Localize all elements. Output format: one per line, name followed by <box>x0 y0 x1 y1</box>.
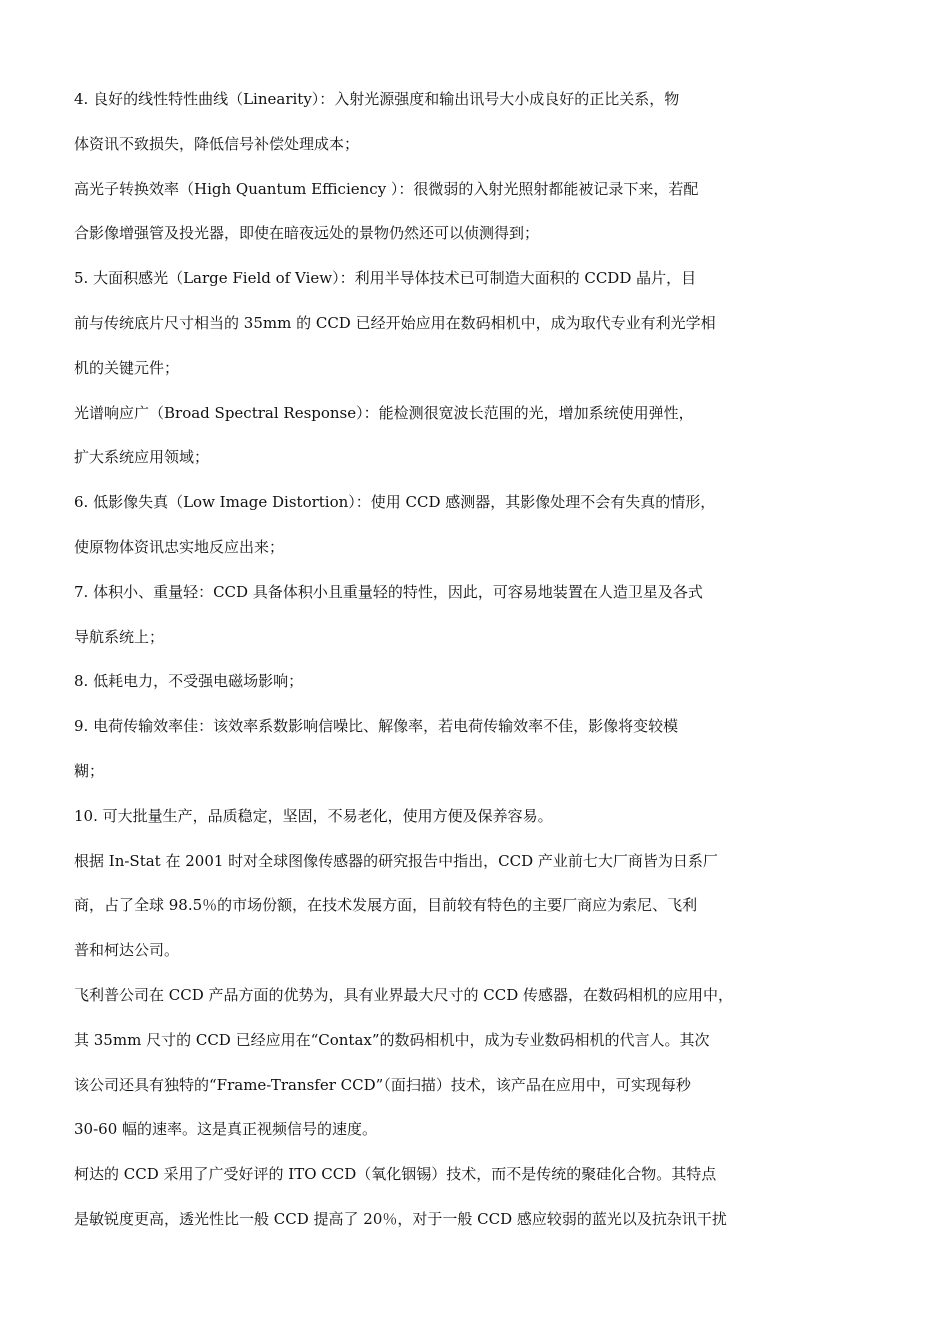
paragraph-linearity <box>74 77 794 167</box>
text-line: 导航系统上； <box>74 627 165 646</box>
text-line: 糊； <box>74 761 105 780</box>
text-line: 合影像增强管及投光器，即使在暗夜远处的景物仍然还可以侦测得到； <box>74 224 540 243</box>
text-line: 是敏锐度更高，透光性比一般 CCD 提高了 20％，对于一般 CCD 感应较弱的蓝光以及抗杂讯干扰 <box>74 1209 727 1228</box>
text-line: 使原物体资讯忠实地反应出来； <box>74 537 285 556</box>
paragraph-low-distortion <box>74 480 794 570</box>
text-line: 柯达的 CCD 采用了广受好评的 ITO CCD（氧化铟锡）技术，而不是传统的聚硅化合物。其特点 <box>74 1165 717 1184</box>
paragraph-instat-report <box>74 839 794 973</box>
text-line: 8. 低耗电力，不受强电磁场影响； <box>74 672 304 691</box>
text-line: 商，占了全球 98.5％的市场份额，在技术发展方面，目前较有特色的主要厂商应为索尼、飞利 <box>74 896 698 915</box>
text-line: 30-60 幅的速率。这是真正视频信号的速度。 <box>74 1120 378 1139</box>
text-line: 4. 良好的线性特性曲线（Linearity）：入射光源强度和输出讯号大小成良好的正比关系，物 <box>74 90 680 108</box>
paragraph-small-size <box>74 570 794 660</box>
paragraph-charge-transfer <box>74 704 794 794</box>
text-line: 10. 可大批量生产，品质稳定，坚固，不易老化，使用方便及保养容易。 <box>74 806 553 825</box>
paragraph-low-power <box>74 659 794 704</box>
paragraph-large-field <box>74 256 794 390</box>
paragraph-mass-production <box>74 794 794 839</box>
paragraph-kodak <box>74 1152 794 1242</box>
paragraph-philips <box>74 973 794 1152</box>
text-line: 高光子转换效率（High Quantum Efficiency ）：很微弱的入射光照射都能被记录下来，若配 <box>74 179 699 198</box>
text-line: 体资讯不致损失，降低信号补偿处理成本； <box>74 134 360 153</box>
paragraph-quantum-efficiency <box>74 167 794 257</box>
text-line: 普和柯达公司。 <box>74 941 180 960</box>
text-line: 根据 In-Stat 在 2001 时对全球图像传感器的研究报告中指出，CCD 产业前七大厂商皆为日系厂 <box>74 851 718 870</box>
text-line: 其 35mm 尺寸的 CCD 已经应用在“Contax”的数码相机中，成为专业数码相机的代言人。其次 <box>74 1030 710 1049</box>
text-line: 该公司还具有独特的“Frame-Transfer CCD”（面扫描）技术，该产品在应用中，可实现每秒 <box>74 1075 691 1094</box>
text-line: 光谱响应广（Broad Spectral Response）：能检测很宽波长范围的光，增加系统使用弹性， <box>74 403 694 422</box>
text-line: 9. 电荷传输效率佳：该效率系数影响信噪比、解像率，若电荷传输效率不佳，影像将变较模 <box>74 717 679 736</box>
paragraph-spectral-response <box>74 391 794 481</box>
document-page <box>74 77 794 1242</box>
text-line: 机的关键元件； <box>74 358 180 377</box>
text-line: 5. 大面积感光（Large Field of View）：利用半导体技术已可制造大面积的 CCDD 晶片，目 <box>74 269 697 288</box>
text-line: 扩大系统应用领域； <box>74 448 210 467</box>
text-line: 7. 体积小、重量轻：CCD 具备体积小且重量轻的特性，因此，可容易地装置在人造卫星及各式 <box>74 582 703 601</box>
text-line: 前与传统底片尺寸相当的 35mm 的 CCD 已经开始应用在数码相机中，成为取代专业有利光学相 <box>74 313 716 332</box>
text-line: 6. 低影像失真（Low Image Distortion）：使用 CCD 感测器，其影像处理不会有失真的情形， <box>74 493 716 512</box>
text-line: 飞利普公司在 CCD 产品方面的优势为，具有业界最大尺寸的 CCD 传感器，在数码相机的应用中， <box>74 985 734 1004</box>
